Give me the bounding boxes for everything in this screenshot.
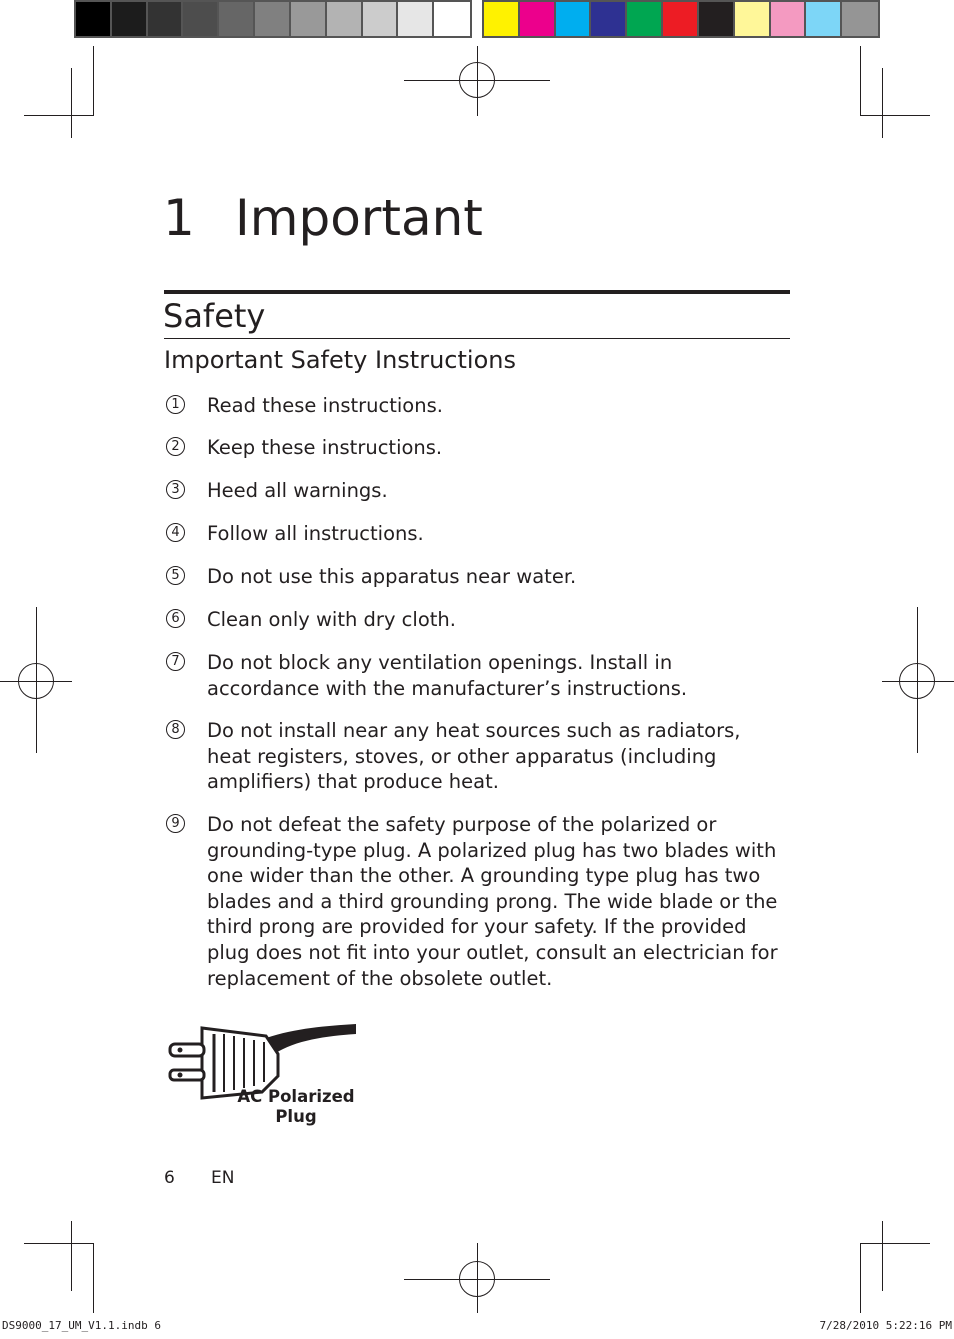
item-text: Do not install near any heat sources such as radiators, heat registers, stoves, or other apparatus (including amplifiers) that produce heat. <box>207 719 741 794</box>
item-marker: 3 <box>166 480 185 499</box>
chapter-number: 1 <box>163 189 195 247</box>
grayscale-swatch <box>255 2 291 36</box>
process-swatch <box>520 2 556 36</box>
process-swatch <box>735 2 771 36</box>
item-text: Do not use this apparatus near water. <box>207 565 577 588</box>
slug-file: DS9000_17_UM_V1.1.indb 6 <box>2 1319 161 1332</box>
item-text: Read these instructions. <box>207 394 443 417</box>
process-swatch <box>842 2 878 36</box>
page-number: 6 <box>164 1168 175 1188</box>
grayscale-swatch <box>219 2 255 36</box>
section-rule-thick <box>164 290 790 294</box>
figure-caption <box>234 1087 358 1127</box>
item-text: Heed all warnings. <box>207 479 388 502</box>
process-swatch <box>771 2 807 36</box>
figure-caption-line2: Plug <box>275 1107 317 1126</box>
process-swatch <box>556 2 592 36</box>
process-swatch <box>699 2 735 36</box>
item-marker: 1 <box>166 395 185 414</box>
chapter-title: Important <box>235 189 483 247</box>
item-marker: 5 <box>166 566 185 585</box>
item-marker: 9 <box>166 814 185 833</box>
process-swatch <box>591 2 627 36</box>
item-text: Do not defeat the safety purpose of the polarized or grounding-type plug. A polarized plug has two blades with one wider than the other. A grounding type plug has two blades and a third grounding prong. The wide blade or the third prong are provided for your safety. If the provided plug does not fit into your outlet, consult an electrician for replacement of the obsolete outlet. <box>207 813 778 990</box>
grayscale-swatch <box>76 2 112 36</box>
language-code: EN <box>211 1168 235 1188</box>
item-text: Keep these instructions. <box>207 436 443 459</box>
process-swatch <box>663 2 699 36</box>
process-swatch <box>484 2 520 36</box>
item-marker: 4 <box>166 523 185 542</box>
subsection-title: Important Safety Instructions <box>164 346 516 374</box>
grayscale-color-bar <box>74 0 472 38</box>
item-text: Follow all instructions. <box>207 522 424 545</box>
item-marker: 2 <box>166 437 185 456</box>
grayscale-swatch <box>291 2 327 36</box>
process-color-bar <box>482 0 880 38</box>
grayscale-swatch <box>112 2 148 36</box>
grayscale-swatch <box>183 2 219 36</box>
process-swatch <box>627 2 663 36</box>
figure-caption-line1: AC Polarized <box>237 1087 355 1106</box>
grayscale-swatch <box>327 2 363 36</box>
process-swatch <box>806 2 842 36</box>
section-title: Safety <box>163 297 266 335</box>
item-marker: 8 <box>166 720 185 739</box>
grayscale-swatch <box>148 2 184 36</box>
slug-timestamp: 7/28/2010 5:22:16 PM <box>819 1319 952 1332</box>
grayscale-swatch <box>398 2 434 36</box>
item-marker: 7 <box>166 652 185 671</box>
item-text: Do not block any ventilation openings. Install in accordance with the manufacturer’s instructions. <box>207 651 688 700</box>
section-rule-thin <box>164 338 790 339</box>
grayscale-swatch <box>434 2 470 36</box>
item-marker: 6 <box>166 609 185 628</box>
item-text: Clean only with dry cloth. <box>207 608 456 631</box>
chapter-heading <box>163 188 483 248</box>
grayscale-swatch <box>363 2 399 36</box>
